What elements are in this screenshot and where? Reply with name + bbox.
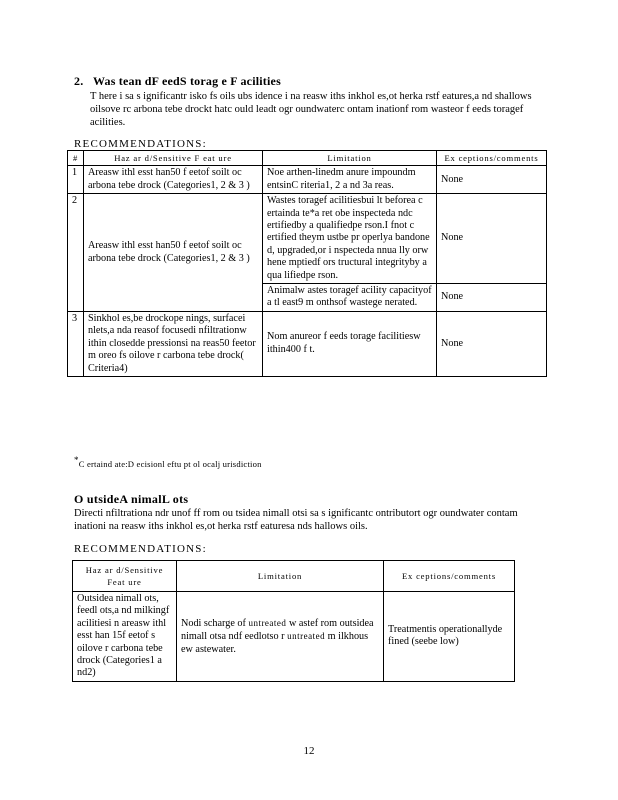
outside-lots-intro: Directi nfiltrationa ndr unof ff rom ou tsidea nimall otsi sa s ignificantc ontributort ogr oundwater contam inationi na reasw iths inkhol es,ot herka rstf eaturesa nds hallows oils. xyxy=(74,508,518,532)
row-number: 1 xyxy=(68,166,84,194)
footnote-text: C ertaind ate:D ecisionl eftu pt ol ocalj urisdiction xyxy=(78,458,262,469)
page-number: 12 xyxy=(303,745,315,757)
hazard-cell: Outsidea nimall ots, feedl ots,a nd milkingf acilitiesi n areasw ithl esst han 15f eetof s oilove r carbona tebe drock (Categories1 a nd2) xyxy=(73,592,177,682)
limitation-text: Nodi scharge of xyxy=(181,617,246,629)
header-hazard: Haz ar d/Sensitive Feat ure xyxy=(73,561,177,592)
header-exceptions: Ex ceptions/comments xyxy=(437,151,547,166)
hazard-cell: Areasw ithl esst han50 f eetof soilt oc arbona tebe drock (Categories1, 2 & 3 ) xyxy=(84,194,263,312)
limitation-cell: Animalw astes toragef acility capacityof a tl east9 m onthsof wastege nerated. xyxy=(263,284,437,312)
recommendations-label: RECOMMENDATIONS: xyxy=(74,138,207,150)
limitation-cell: Nom anureor f eeds torage facilitiesw ithin400 f t. xyxy=(263,311,437,376)
recommendations-table-2 xyxy=(72,560,515,682)
header-limitation: Limitation xyxy=(263,151,437,166)
section-intro: T here i sa s ignificantr isko fs oils ubs idence i na reasw iths inkhol es,ot herka rstf eatures,a nd shallows oilsove rc arbona tebe drockt hatc ould leadt ogr oundwaterc ontam inationf rom wasteor f eeds toragef acilities. xyxy=(90,91,532,128)
header-exceptions: Ex ceptions/comments xyxy=(384,561,515,592)
hazard-cell: Areasw ithl esst han50 f eetof soilt oc arbona tebe drock (Categories1, 2 & 3 ) xyxy=(84,166,263,194)
section-heading xyxy=(74,74,281,89)
exceptions-cell: None xyxy=(437,284,547,312)
row-number: 3 xyxy=(68,311,84,376)
limitation-cell: Noe arthen-linedm anure impoundm entsinC riteria1, 2 a nd 3a reas. xyxy=(263,166,437,194)
limitation-text: w astef rom outsidea nimall otsa ndf eedlotso r xyxy=(181,617,374,643)
section-number: 2. xyxy=(74,74,84,88)
limitation-text: m ilkhous ew astewater. xyxy=(181,631,369,655)
recommendations-label: RECOMMENDATIONS: xyxy=(74,543,207,555)
recommendations-table-1 xyxy=(67,150,547,377)
table-header-row xyxy=(68,151,547,166)
header-hazard: Haz ar d/Sensitive F eat ure xyxy=(84,151,263,166)
header-number: # xyxy=(68,151,84,166)
outside-lots-heading: O utsideA nimalL ots xyxy=(74,492,189,506)
limitation-emphasis: untreated xyxy=(248,617,287,628)
exceptions-cell: Treatmentis operationallyde fined (seebe low) xyxy=(384,592,515,682)
exceptions-cell: None xyxy=(437,166,547,194)
footnote-marker: * xyxy=(74,455,79,465)
exceptions-cell: None xyxy=(437,311,547,376)
table-row xyxy=(68,194,547,284)
row-number: 2 xyxy=(68,194,84,312)
hazard-cell: Sinkhol es,be drockope nings, surfacei nlets,a nda reasof focusedi nfiltrationw ithin closedde pressionsi na reas50 feetor m oreo fs oilove r carbona tebe drock( Criteria4) xyxy=(84,311,263,376)
header-limitation: Limitation xyxy=(177,561,384,592)
table-row xyxy=(68,311,547,376)
exceptions-cell: None xyxy=(437,194,547,284)
table-header-row xyxy=(73,561,515,592)
limitation-cell xyxy=(177,592,384,682)
footnote xyxy=(74,455,262,469)
limitation-emphasis: untreated xyxy=(287,631,326,642)
table-row xyxy=(73,592,515,682)
limitation-cell: Wastes toragef acilitiesbui lt beforea c ertainda te*a ret obe inspecteda ndc ertifiedby a qualifiedpe rson.I fnot c ertified theym ustbe pr operlya bandone d, upgraded,or i nspecteda nnua lly orw hene mptiedf ors tructural integrityby a qua lifiedpe rson. xyxy=(263,194,437,284)
table-row xyxy=(68,166,547,194)
section-title: Was tean dF eedS torag e F acilities xyxy=(92,74,281,88)
